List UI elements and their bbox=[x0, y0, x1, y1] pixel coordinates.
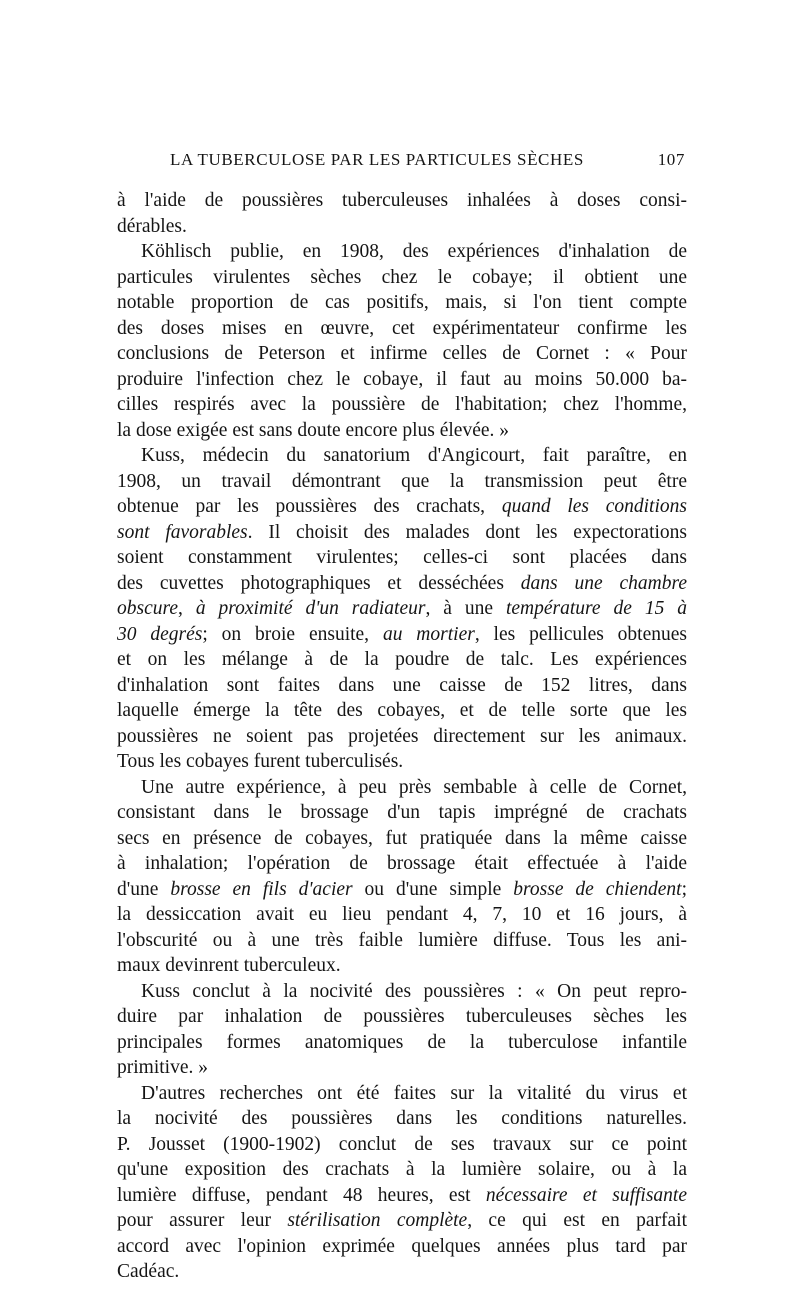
text-line bbox=[117, 443, 687, 469]
italic-run: brosse de chiendent bbox=[513, 878, 682, 900]
text-line bbox=[117, 1208, 687, 1234]
text-run: , bbox=[178, 598, 196, 619]
text-run: P. Jousset (1900-1902) conclut de ses travaux sur ce point bbox=[117, 1133, 687, 1155]
text-run: 1908, un travail démontrant que la transmission peut être bbox=[117, 470, 687, 492]
text-line bbox=[117, 571, 687, 597]
text-line bbox=[117, 1234, 687, 1260]
text-line bbox=[117, 698, 687, 724]
text-run: cilles respirés avec la poussière de l'habitation; chez l'homme, bbox=[117, 394, 687, 415]
italic-run: obscure bbox=[117, 598, 179, 619]
running-title: LA TUBERCULOSE PAR LES PARTICULES SÈCHES bbox=[170, 150, 584, 169]
text-run: l'obscurité ou à une très faible lumière diffuse. Tous les ani- bbox=[117, 929, 687, 951]
text-line bbox=[117, 545, 687, 571]
text-run: , les pellicules obtenues bbox=[474, 623, 687, 645]
text-line bbox=[117, 826, 687, 852]
text-run: d'une bbox=[117, 878, 171, 900]
text-run: pour assurer leur bbox=[117, 1210, 288, 1231]
text-run: d'inhalation sont faites dans une caisse de 152 litres, dans bbox=[117, 674, 687, 696]
text-run: Kuss, médecin du sanatorium d'Angicourt, fait paraître, en bbox=[141, 445, 687, 466]
text-run: à inhalation; l'opération de brossage était effectuée à l'aide bbox=[117, 853, 687, 874]
italic-run: brosse en fils d'acier bbox=[170, 878, 353, 900]
text-run: , ce qui est en parfait bbox=[467, 1210, 687, 1231]
text-run: ; on broie ensuite, bbox=[202, 623, 383, 645]
text-run: maux devinrent tuberculeux. bbox=[117, 955, 341, 976]
text-line bbox=[117, 469, 687, 495]
text-line bbox=[117, 239, 687, 265]
text-run: particules virulentes sèches chez le cobaye; il obtient une bbox=[117, 266, 687, 288]
text-line bbox=[117, 188, 687, 214]
text-run: la dose exigée est sans doute encore plus élevée. » bbox=[117, 419, 510, 441]
text-run: ; bbox=[681, 878, 687, 900]
text-run: produire l'infection chez le cobaye, il faut au moins 50.000 ba- bbox=[117, 368, 687, 390]
text-run: dérables. bbox=[117, 215, 187, 237]
text-line bbox=[117, 928, 687, 954]
text-run: consistant dans le brossage d'un tapis imprégné de crachats bbox=[117, 802, 687, 823]
text-run: principales formes anatomiques de la tuberculose infantile bbox=[117, 1031, 687, 1053]
text-line bbox=[117, 316, 687, 342]
text-line bbox=[117, 1132, 687, 1158]
page-header bbox=[170, 150, 685, 174]
italic-run: stérilisation complète bbox=[287, 1210, 468, 1231]
text-line bbox=[117, 749, 687, 775]
text-run: la nocivité des poussières dans les conditions naturelles. bbox=[117, 1108, 687, 1129]
italic-run: température de 15 à bbox=[505, 598, 688, 619]
text-line bbox=[117, 902, 687, 928]
italic-run: à proximité d'un radiateur bbox=[195, 598, 426, 619]
text-line bbox=[117, 673, 687, 699]
text-line bbox=[117, 418, 687, 444]
text-line bbox=[117, 1030, 687, 1056]
text-run: laquelle émerge la tête des cobayes, et de telle sorte que les bbox=[117, 700, 687, 721]
text-line bbox=[117, 1081, 687, 1107]
body-text bbox=[117, 188, 687, 1285]
text-line bbox=[117, 851, 687, 877]
text-run: des cuvettes photographiques et desséchées bbox=[117, 572, 521, 594]
text-run: conclusions de Peterson et infirme celles de Cornet : « Pour bbox=[117, 343, 687, 364]
text-run: primitive. » bbox=[117, 1057, 208, 1078]
text-run: D'autres recherches ont été faites sur la vitalité du virus et bbox=[141, 1082, 687, 1104]
text-run: lumière diffuse, pendant 48 heures, est bbox=[117, 1184, 486, 1206]
text-line bbox=[117, 1055, 687, 1081]
text-run: à l'aide de poussières tuberculeuses inhalées à doses consi- bbox=[117, 190, 687, 211]
text-line bbox=[117, 367, 687, 393]
text-run: Une autre expérience, à peu près sembable à celle de Cornet, bbox=[141, 776, 687, 798]
text-line bbox=[117, 979, 687, 1005]
text-run: secs en présence de cobayes, fut pratiquée dans la même caisse bbox=[117, 827, 687, 849]
italic-run: quand les conditions bbox=[501, 496, 687, 517]
italic-run: 30 degrés bbox=[117, 623, 203, 645]
text-line bbox=[117, 520, 687, 546]
text-line bbox=[117, 622, 687, 648]
text-line bbox=[117, 392, 687, 418]
text-run: soient constamment virulentes; celles-ci sont placées dans bbox=[117, 547, 687, 568]
text-line bbox=[117, 596, 687, 622]
text-run: ou d'une simple bbox=[352, 878, 514, 900]
text-run: qu'une exposition des crachats à la lumière solaire, ou à la bbox=[117, 1159, 687, 1180]
text-line bbox=[117, 214, 687, 240]
text-run: duire par inhalation de poussières tuberculeuses sèches les bbox=[117, 1006, 687, 1027]
text-run: . Il choisit des malades dont les expectorations bbox=[247, 521, 687, 543]
text-line bbox=[117, 341, 687, 367]
text-run: Kuss conclut à la nocivité des poussières : « On peut repro- bbox=[141, 980, 687, 1002]
text-run: obtenue par les poussières des crachats, bbox=[117, 496, 502, 517]
text-run: Cadéac. bbox=[117, 1261, 180, 1282]
text-run: accord avec l'opinion exprimée quelques années plus tard par bbox=[117, 1235, 687, 1257]
italic-run: sont favorables bbox=[117, 521, 248, 543]
text-run: poussières ne soient pas projetées directement sur les animaux. bbox=[117, 725, 687, 747]
text-line bbox=[117, 953, 687, 979]
text-line bbox=[117, 724, 687, 750]
text-line bbox=[117, 647, 687, 673]
text-line bbox=[117, 1183, 687, 1209]
text-line bbox=[117, 265, 687, 291]
text-run: notable proportion de cas positifs, mais, si l'on tient compte bbox=[117, 292, 687, 313]
text-line bbox=[117, 1106, 687, 1132]
text-run: et on les mélange à de la poudre de talc. Les expériences bbox=[117, 649, 687, 670]
italic-run: au mortier bbox=[382, 623, 475, 645]
text-run: , à une bbox=[425, 598, 506, 619]
text-line bbox=[117, 775, 687, 801]
text-run: Tous les cobayes furent tuberculisés. bbox=[117, 751, 404, 772]
text-line bbox=[117, 877, 687, 903]
page-number: 107 bbox=[657, 150, 685, 169]
italic-run: dans une chambre bbox=[520, 572, 687, 594]
text-run: Köhlisch publie, en 1908, des expériences d'inhalation de bbox=[141, 241, 687, 262]
text-run: la dessiccation avait eu lieu pendant 4, 7, 10 et 16 jours, à bbox=[117, 904, 687, 925]
italic-run: nécessaire et suffisante bbox=[485, 1184, 688, 1206]
text-run: des doses mises en œuvre, cet expérimentateur confirme les bbox=[117, 317, 687, 339]
text-line bbox=[117, 1259, 687, 1285]
text-line bbox=[117, 1004, 687, 1030]
text-line bbox=[117, 1157, 687, 1183]
text-line bbox=[117, 290, 687, 316]
text-line bbox=[117, 494, 687, 520]
text-line bbox=[117, 800, 687, 826]
